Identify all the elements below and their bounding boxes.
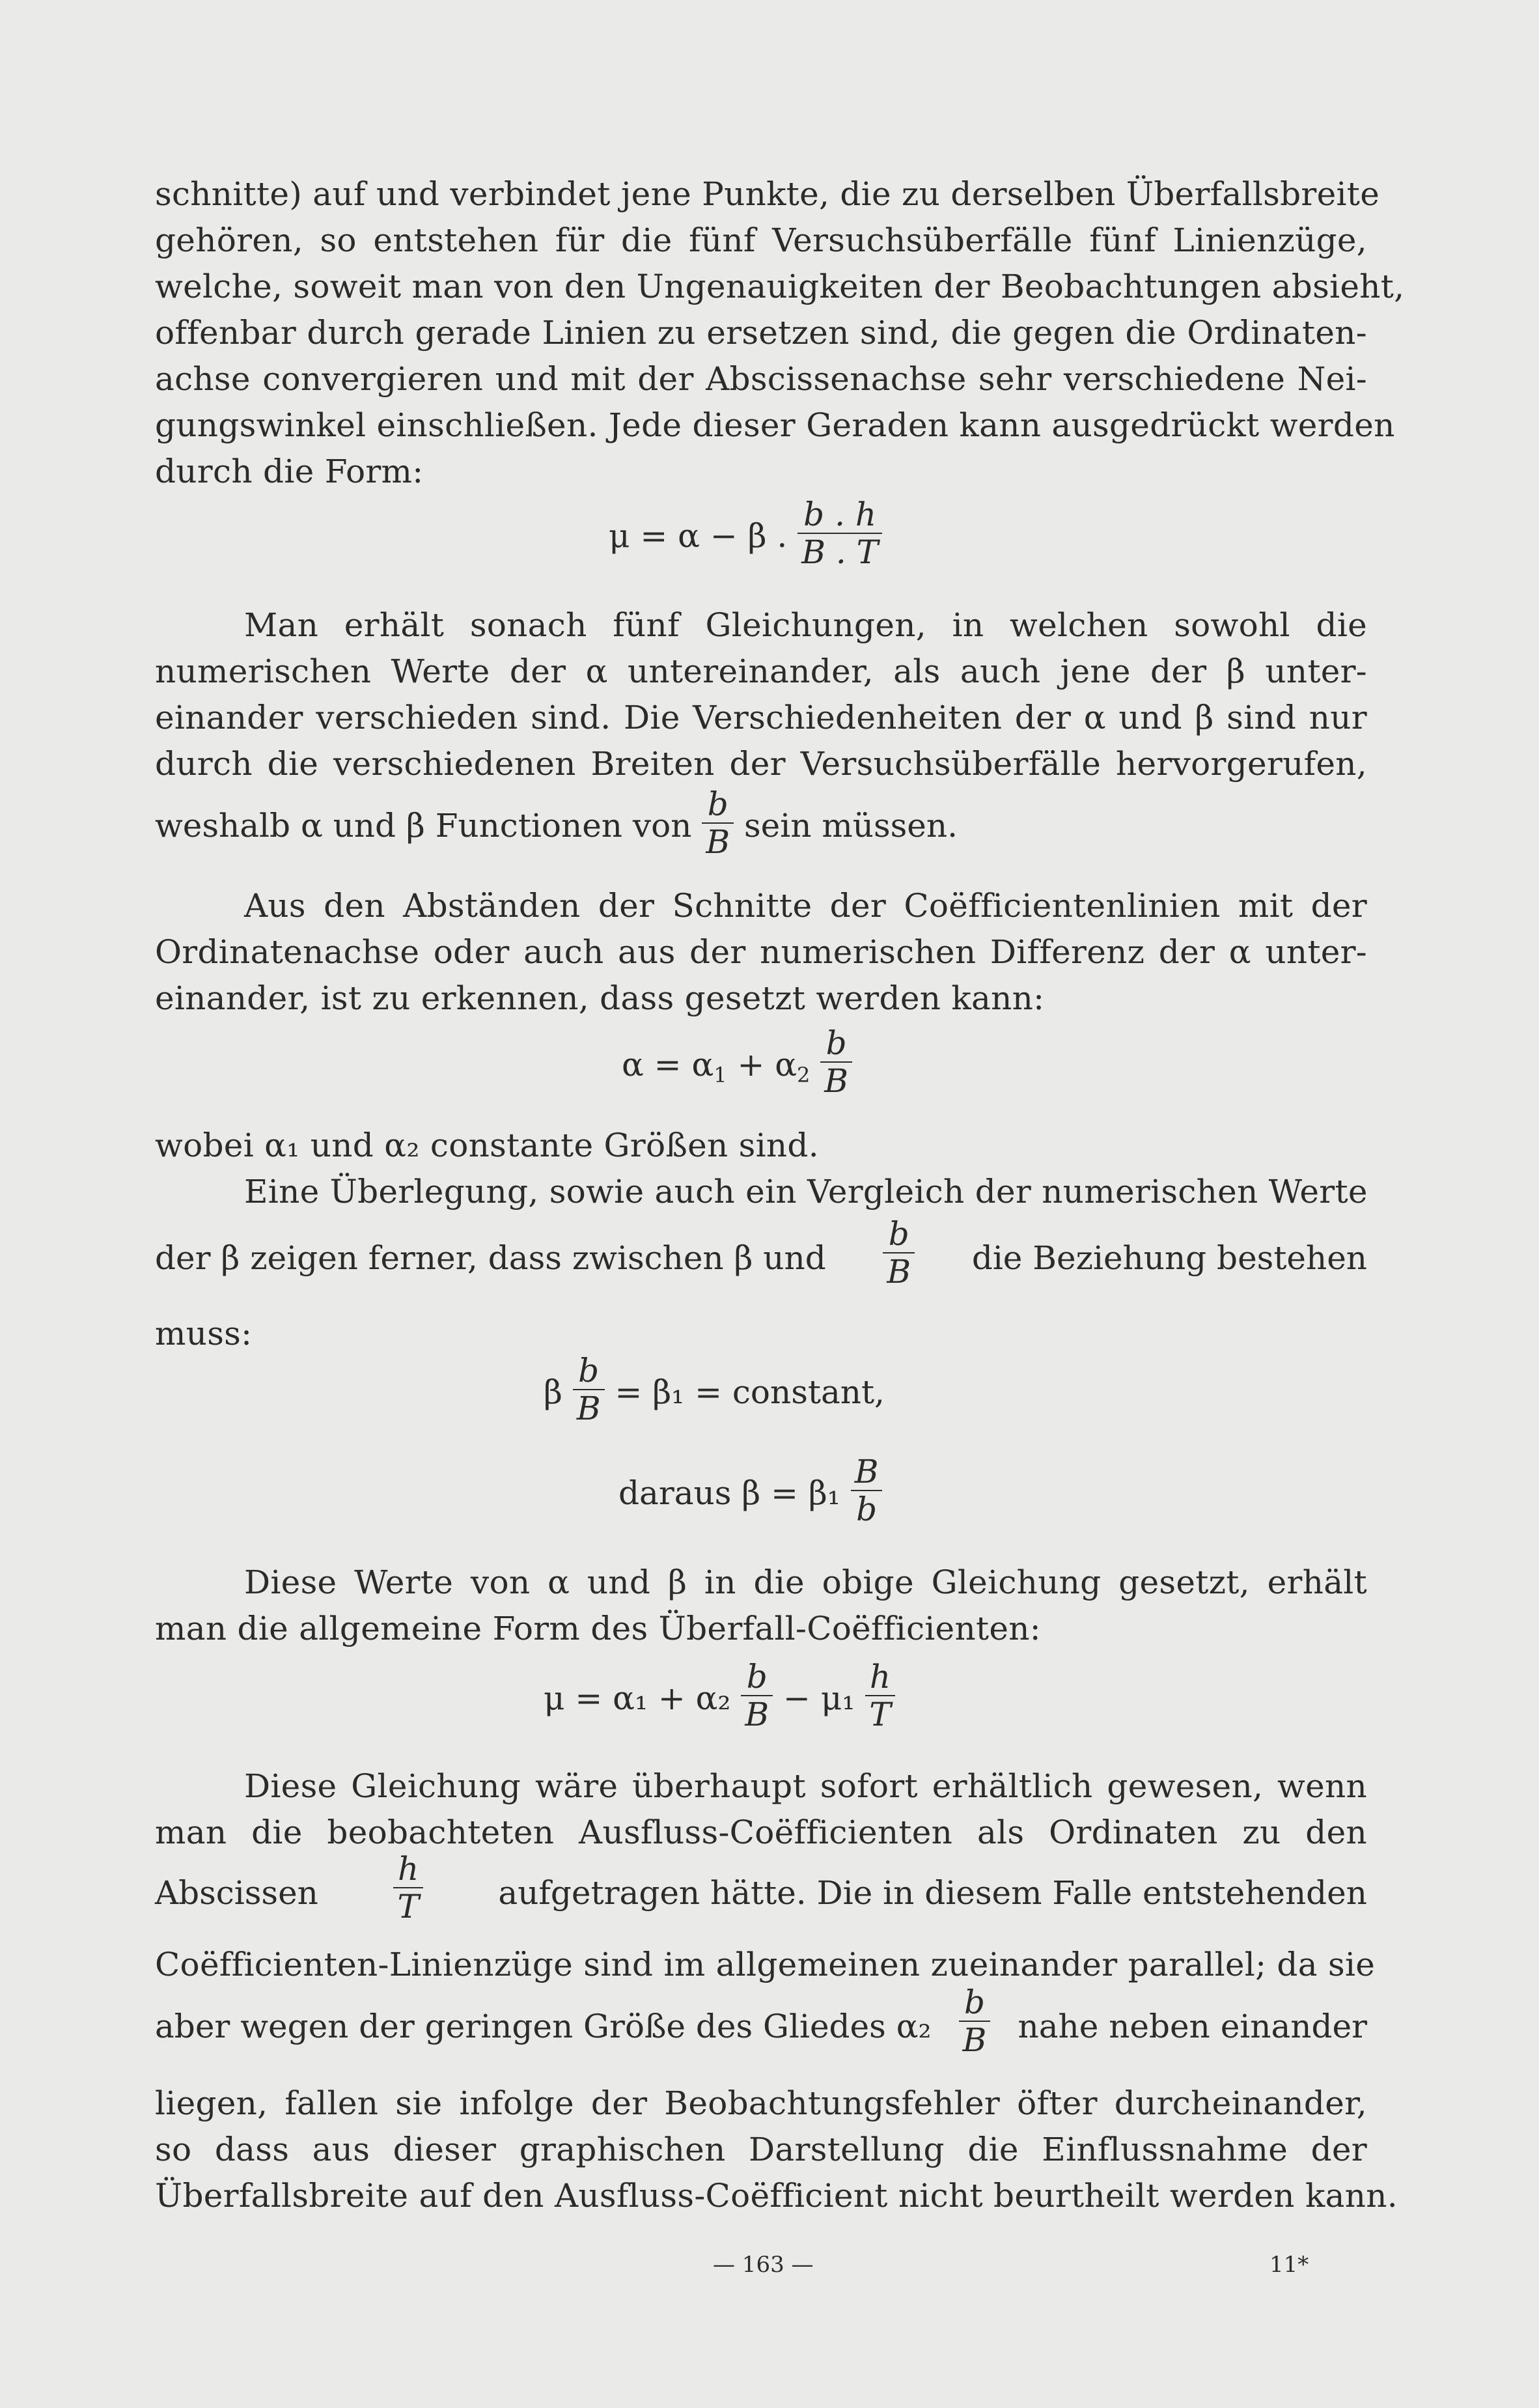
equation-mid: + α [727,1046,797,1084]
numerator: h [393,1851,423,1888]
denominator: B [962,2021,987,2059]
text-line: muss: [155,1315,253,1352]
text-line: Überfallsbreite auf den Ausfluss-Coëfficient nicht beurtheilt werden kann. [155,2177,1398,2215]
fraction [393,1851,423,1925]
fraction [865,1659,894,1733]
fraction [797,496,882,570]
denominator: B [887,1253,911,1291]
paragraph-4 [155,1123,1367,1215]
text-line: schnitte) auf und verbindet jene Punkte, die zu derselben Überfallsbreite [155,175,1380,213]
text-line: so dass aus dieser graphischen Darstellung die Einflussnahme der [155,2131,1367,2168]
numerator: B [851,1453,883,1491]
equation-5 [544,1658,895,1738]
paragraph-1 [155,171,1405,495]
text-segment: die Beziehung bestehen [971,1239,1367,1277]
denominator: B [706,823,730,861]
paragraph-7c [155,2080,1398,2219]
text-segment: sein müssen. [744,807,958,845]
denominator: T [397,1888,419,1925]
numerator: b [959,1984,991,2022]
numerator: b . h [797,496,882,534]
text-line: gehören, so entstehen für die fünf Versuchsüberfälle fünf Linienzüge, [155,221,1367,259]
denominator: B [824,1062,849,1100]
text-line: Coëfficienten-Linienzüge sind im allgemeinen zueinander parallel; da sie [155,1946,1376,1983]
text-line: durch die Form: [155,453,424,490]
denominator: B . T [801,533,879,571]
text-line: man die beobachteten Ausfluss-Coëfficienten als Ordinaten zu den [155,1813,1367,1851]
equation-lhs: daraus β = β₁ [618,1474,840,1512]
text-line: numerischen Werte der α untereinander, als auch jene der β unter- [155,652,1367,690]
denominator: T [869,1696,891,1733]
equation-3 [544,1352,885,1432]
equation-lhs: β [544,1373,562,1411]
paragraph-4b [155,1311,1367,1357]
paragraph-7 [155,1763,1367,1856]
equation-rhs: = β₁ = constant, [615,1373,885,1411]
text-line: Ordinatenachse oder auch aus der numerischen Differenz der α unter- [155,933,1367,971]
text-segment: aber wegen der geringen Größe des Gliedes α₂ [155,2008,932,2045]
equation-lhs: α = α [622,1046,714,1084]
text-segment: nahe neben einander [1018,2008,1367,2045]
signature-mark: 11* [1269,2252,1309,2278]
numerator: b [883,1216,915,1253]
denominator: B [576,1390,601,1427]
text-line: Man erhält sonach fünf Gleichungen, in welchen sowohl die [244,606,1367,644]
text-line-with-fraction [155,785,958,865]
paragraph-6 [155,1560,1367,1652]
text-line-with-fraction [155,1215,1367,1295]
text-line: Aus den Abständen der Schnitte der Coëfficientenlinien mit der [244,887,1367,925]
equation-part: − μ₁ [783,1679,855,1717]
fraction [573,1352,605,1427]
numerator: b [741,1659,773,1696]
text-line-with-fraction [155,1983,1367,2064]
paragraph-7b [155,1942,1376,1988]
text-line-with-fraction [155,1850,1367,1930]
numerator: b [573,1352,605,1390]
text-segment: aufgetragen hätte. Die in diesem Falle entstehenden [498,1874,1367,1912]
page-number: — 163 — [713,2252,814,2278]
fraction [883,1216,915,1290]
numerator: b [820,1025,852,1063]
numerator: h [865,1659,894,1696]
fraction [959,1984,991,2058]
equation-4 [618,1453,882,1533]
equation-part: μ = α₁ + α₂ [544,1679,731,1717]
fraction [820,1025,852,1099]
equation-2: $\alpha = \alpha_1 + \alpha_2$ $\frac{b}{B}$ [622,1030,852,1104]
fraction [702,786,734,860]
text-line: wobei α₁ und α₂ constante Größen sind. [155,1127,819,1164]
text-line: liegen, fallen sie infolge der Beobachtungsfehler öfter durcheinander, [155,2084,1367,2122]
paragraph-3 [155,883,1367,1022]
text-line: Diese Gleichung wäre überhaupt sofort erhältlich gewesen, wenn [244,1767,1367,1805]
fraction [741,1659,773,1733]
text-line: Diese Werte von α und β in die obige Gleichung gesetzt, erhält [244,1563,1367,1601]
text-line: einander, ist zu erkennen, dass gesetzt werden kann: [155,979,1045,1017]
text-line: man die allgemeine Form des Überfall-Coëfficienten: [155,1610,1041,1647]
text-line: gungswinkel einschließen. Jede dieser Geraden kann ausgedrückt werden [155,406,1395,444]
text-line: welche, soweit man von den Ungenauigkeiten der Beobachtungen absieht, [155,268,1405,305]
text-segment: Abscissen [155,1874,318,1912]
numerator: b [702,786,734,824]
denominator: B [745,1696,770,1733]
text-line: achse convergieren und mit der Abscissenachse sehr verschiedene Nei- [155,360,1367,398]
text-segment: weshalb α und β Functionen von [155,807,692,845]
denominator: b [856,1491,878,1528]
text-line: durch die verschiedenen Breiten der Versuchsüberfälle hervorgerufen, [155,745,1367,783]
equation-lhs: μ = α − β . [609,517,788,555]
paragraph-2 [155,602,1367,787]
text-line: Eine Überlegung, sowie auch ein Vergleich der numerischen Werte [244,1173,1368,1211]
text-line: einander verschieden sind. Die Verschiedenheiten der α und β sind nur [155,699,1367,736]
text-segment: der β zeigen ferner, dass zwischen β und [155,1239,826,1277]
equation-1 [609,496,882,576]
fraction [851,1453,883,1528]
text-line: offenbar durch gerade Linien zu ersetzen sind, die gegen die Ordinaten- [155,314,1367,352]
